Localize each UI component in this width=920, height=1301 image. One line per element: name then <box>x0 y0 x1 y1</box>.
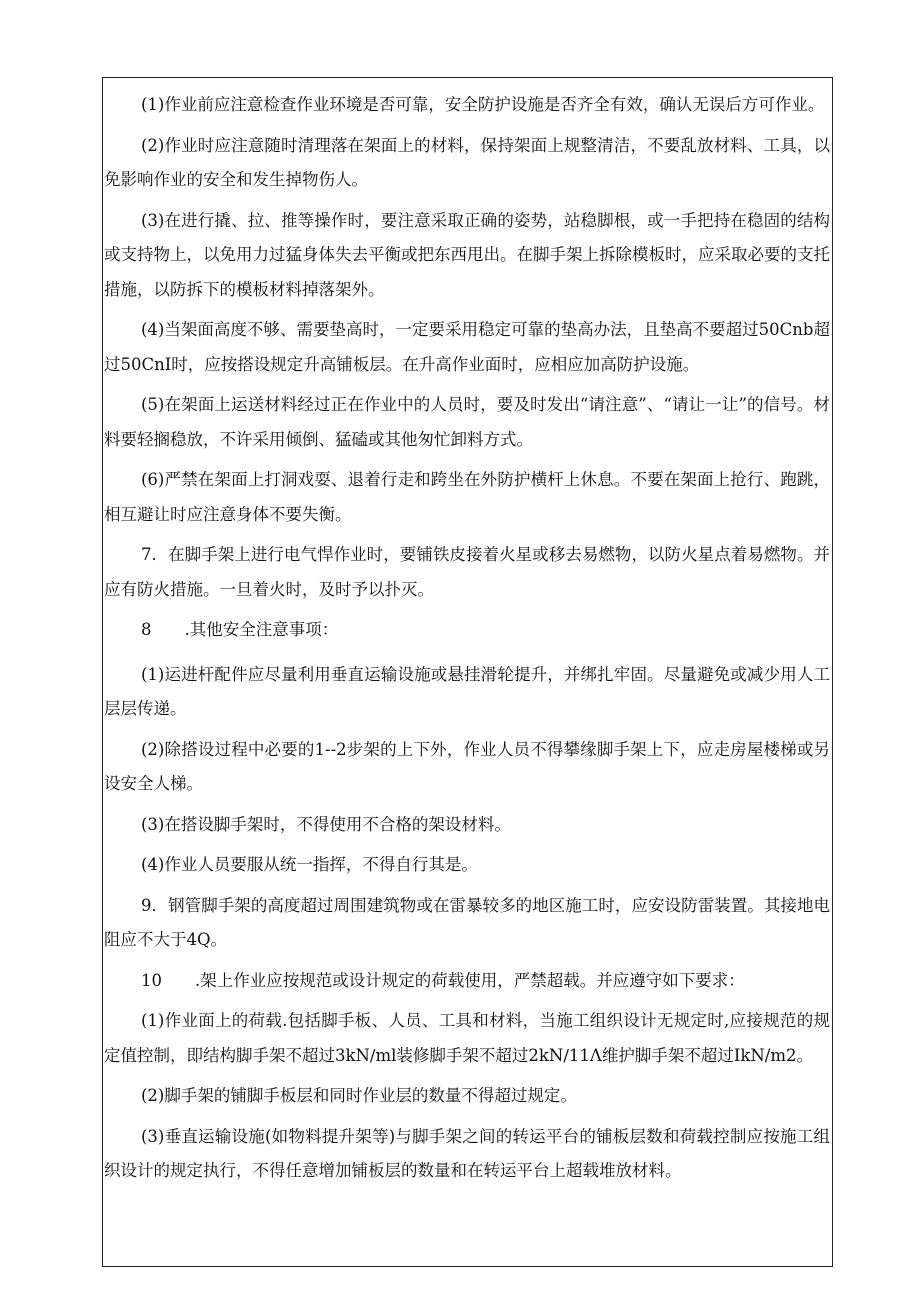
paragraph-9: 9．钢管脚手架的高度超过周围建筑物或在雷暴较多的地区施工时，应安设防雷装置。其接地电阻应不大于4Q。 <box>104 895 830 949</box>
paragraph-4: (4)当架面高度不够、需要垫高时，一定要采用稳定可靠的垫高办法，且垫高不要超过50Cnb超过50CnI时，应按搭设规定升高铺板层。在升高作业面时，应相应加高防护设施。 <box>104 320 830 374</box>
document-body <box>104 88 830 1195</box>
section-heading-10: 10 .架上作业应按规范或设计规定的荷载使用，严禁超载。并应遵守如下要求： <box>141 970 745 990</box>
paragraph-2: (2)作业时应注意随时清理落在架面上的材料，保持架面上规整清洁，不要乱放材料、工具，以免影响作业的安全和发生掉物伤人。 <box>104 135 830 189</box>
paragraph-6: (6)严禁在架面上打洞戏耍、退着行走和跨坐在外防护横杆上休息。不要在架面上抢行、跑跳，相互避让时应注意身体不要失衡。 <box>104 470 830 524</box>
section-heading-8: 8 .其他安全注意事项： <box>141 620 339 639</box>
paragraph-10-1: (1)作业面上的荷载.包括脚手板、人员、工具和材料，当施工组织设计无规定时,应接规范的规定值控制，即结构脚手架不超过3kN∕ml装修脚手架不超过2kN∕11Λ维护脚手架不超过IkN/m2。 <box>104 1011 830 1065</box>
paragraph-8-3: (3)在搭设脚手架时，不得使用不合格的架设材料。 <box>141 814 511 834</box>
paragraph-3: (3)在进行撬、拉、推等操作时，要注意采取正确的姿势，站稳脚根，或一手把持在稳固的结构或支持物上，以免用力过猛身体失去平衡或把东西甩出。在脚手架上拆除模板时，应采取必要的支托措施，以防拆下的模板材料掉落架外。 <box>104 210 830 299</box>
paragraph-7: 7．在脚手架上进行电气悍作业时，要铺铁皮接着火星或移去易燃物，以防火星点着易燃物。并应有防火措施。一旦着火时，及时予以扑灭。 <box>104 545 830 599</box>
paragraph-10-3: (3)垂直运输设施(如物料提升架等)与脚手架之间的转运平台的铺板层数和荷载控制应按施工组织设计的规定执行，不得任意增加铺板层的数量和在转运平台上超载堆放材料。 <box>104 1126 830 1180</box>
paragraph-8-4: (4)作业人员要服从统一指挥，不得自行其是。 <box>141 855 478 874</box>
paragraph-8-1: (1)运进杆配件应尽量利用垂直运输设施或悬挂滑轮提升，并绑扎牢固。尽量避免或减少用人工层层传递。 <box>104 664 830 718</box>
paragraph-5: (5)在架面上运送材料经过正在作业中的人员时，要及时发出“请注意”、“请让一让”的信号。材料要轻搁稳放，不许采用倾倒、猛磕或其他匆忙卸料方式。 <box>104 395 830 449</box>
paragraph-10-2: (2)脚手架的铺脚手板层和同时作业层的数量不得超过规定。 <box>141 1086 577 1105</box>
paragraph-8-2: (2)除搭设过程中必要的1--2步架的上下外，作业人员不得攀缘脚手架上下，应走房屋楼梯或另设安全人梯。 <box>104 739 830 793</box>
paragraph-1: (1)作业前应注意检查作业环境是否可靠，安全防护设施是否齐全有效，确认无误后方可作业。 <box>141 95 825 114</box>
